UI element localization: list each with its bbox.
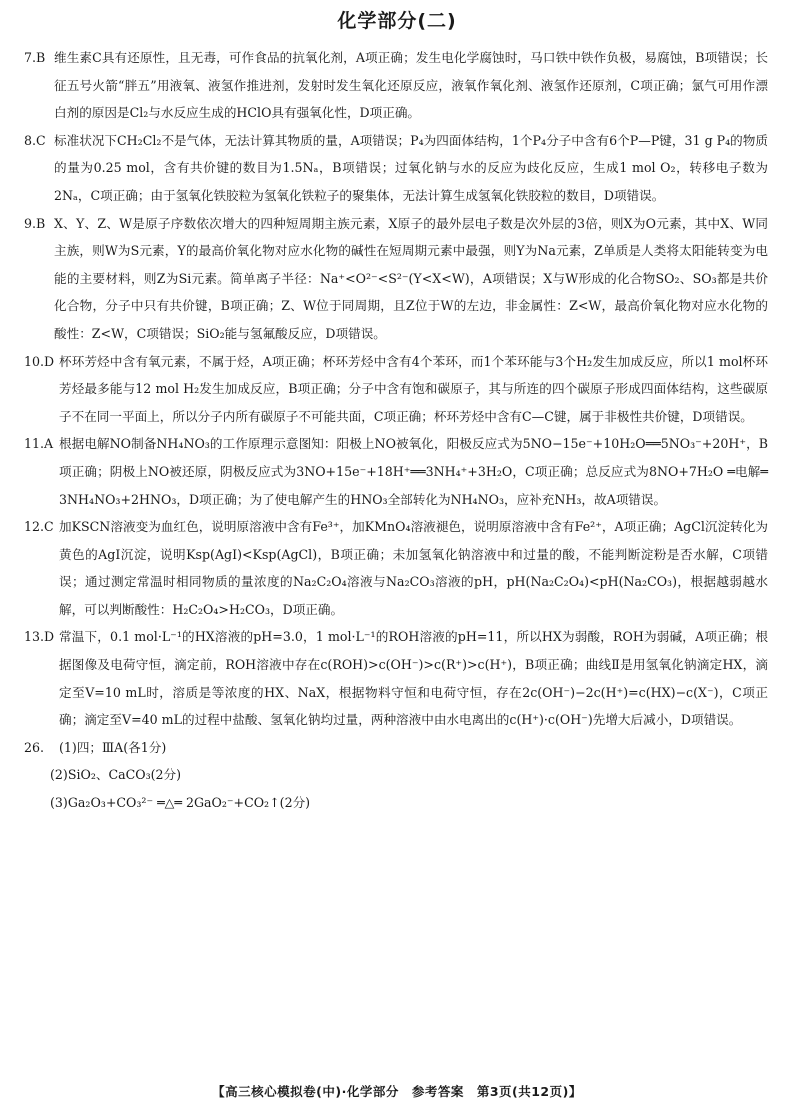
answer-item-12 xyxy=(24,513,768,623)
answer-explanation: 加KSCN溶液变为血红色，说明原溶液中含有Fe³⁺，加KMnO₄溶液褪色，说明原溶液中含有Fe²⁺，A项正确；AgCl沉淀转化为黄色的AgI沉淀，说明Ksp(AgI)<Ksp(AgCl)，B项正确；未加氢氧化钠溶液中和过量的酸，不能判断淀粉是否水解，C项错误；通过测定常温时相同物质的量浓度的Na₂C₂O₄溶液与Na₂CO₃溶液的pH，pH(Na₂C₂O₄)<pH(Na₂CO₃)，根据越弱越水解，可以判断酸性：H₂C₂O₄>H₂CO₃，D项正确。 xyxy=(59,519,768,617)
answer-item-10 xyxy=(24,348,768,431)
answer-explanation: 杯环芳烃中含有氧元素，不属于烃，A项正确；杯环芳烃中含有4个苯环，而1个苯环能与3个H₂发生加成反应，所以1 mol杯环芳烃最多能与12 mol H₂发生加成反应，B项正确；分子中含有饱和碳原子，其与所连的四个碳原子形成四面体结构，这些碳原子不在同一平面上，所以分子内所有碳原子不可能共面，C项正确；杯环芳烃中含有C—C键，属于非极性共价键，D项错误。 xyxy=(59,353,768,424)
answer-content xyxy=(24,44,768,817)
answer-item-26 xyxy=(24,734,768,762)
answer-item-7 xyxy=(24,44,768,127)
answer-item-8 xyxy=(24,127,768,210)
answer-explanation: 根据电解NO制备NH₄NO₃的工作原理示意图知：阳极上NO被氧化，阳极反应式为5NO−15e⁻+10H₂O══5NO₃⁻+20H⁺，B项正确；阴极上NO被还原，阴极反应式为3NO+15e⁻+18H⁺══3NH₄⁺+3H₂O，C项正确；总反应式为8NO+7H₂O ═电解═ 3NH₄NO₃+2HNO₃，D项正确；为了使电解产生的HNO₃全部转化为NH₄NO₃，应补充NH₃，故A项错误。 xyxy=(59,436,768,507)
answer-explanation: 标准状况下CH₂Cl₂不是气体，无法计算其物质的量，A项错误；P₄为四面体结构，1个P₄分子中含有6个P—P键，31 g P₄的物质的量为0.25 mol，含有共价键的数目为1.5Nₐ，B项错误；过氧化钠与水的反应为歧化反应，生成1 mol O₂，转移电子数为2Nₐ，C项正确；由于氢氧化铁胶粒为氢氧化铁粒子的聚集体，无法计算生成氢氧化铁胶粒的数目，D项错误。 xyxy=(54,132,768,203)
answer-explanation: X、Y、Z、W是原子序数依次增大的四种短周期主族元素，X原子的最外层电子数是次外层的3倍，则X为O元素，其中X、W同主族，则W为S元素，Y的最高价氧化物对应水化物的碱性在短周期元素中最强，则Y为Na元素，Z单质是人类将太阳能转变为电能的主要材料，则Z为Si元素。简单离子半径：Na⁺<O²⁻<S²⁻(Y<X<W)，A项错误；X与W形成的化合物SO₂、SO₃都是共价化合物，分子中只有共价键，B项正确；Z、W位于同周期，且Z位于W的左边，非金属性：Z<W，最高价氧化物对应水化物的酸性：Z<W，C项错误；SiO₂能与氢氟酸反应，D项错误。 xyxy=(54,215,768,341)
answer-explanation: 常温下，0.1 mol·L⁻¹的HX溶液的pH=3.0，1 mol·L⁻¹的ROH溶液的pH=11，所以HX为弱酸，ROH为弱碱，A项正确；根据图像及电荷守恒，滴定前，ROH溶液中存在c(ROH)>c(OH⁻)>c(R⁺)>c(H⁺)，B项正确；曲线Ⅱ是用氢氧化钠滴定HX，滴定至V=10 mL时，溶质是等浓度的HX、NaX，根据物料守恒和电荷守恒，存在2c(OH⁻)−2c(H⁺)=c(HX)−c(X⁻)，C项正确；滴定至V=40 mL的过程中盐酸、氢氧化钠均过量，两种溶液中由水电离出的c(H⁺)·c(OH⁻)先增大后减小，D项错误。 xyxy=(59,629,768,728)
answer-explanation: (1)四；ⅢA(各1分) xyxy=(59,739,167,755)
answer-number: 11.A xyxy=(24,436,54,452)
page-footer: 【高三核心模拟卷(中)·化学部分 参考答案 第3页(共12页)】 xyxy=(212,1084,582,1099)
answer-number: 10.D xyxy=(24,353,55,369)
answer-subpart-2: (2)SiO₂、CaCO₃(2分) xyxy=(50,767,182,783)
answer-number: 12.C xyxy=(24,519,54,535)
answer-number: 8.C xyxy=(24,132,46,148)
answer-explanation: 维生素C具有还原性，且无毒，可作食品的抗氧化剂，A项正确；发生电化学腐蚀时，马口铁中铁作负极，易腐蚀，B项错误；长征五号火箭“胖五”用液氧、液氢作推进剂，发射时发生氧化还原反应，液氧作氧化剂、液氢作还原剂，C项正确；氯气可用作漂白剂的原因是Cl₂与水反应生成的HClO具有强氧化性，D项正确。 xyxy=(54,50,768,121)
answer-number: 26. xyxy=(24,739,45,755)
answer-item-11 xyxy=(24,430,768,513)
answer-subpart-3: (3)Ga₂O₃+CO₃²⁻ ═△═ 2GaO₂⁻+CO₂↑(2分) xyxy=(50,795,311,811)
answer-number: 9.B xyxy=(24,215,46,231)
answer-item-13 xyxy=(24,623,768,733)
answer-number: 7.B xyxy=(24,50,46,65)
answer-number: 13.D xyxy=(24,629,55,645)
answer-item-9 xyxy=(24,210,768,348)
page-title: 化学部分(二) xyxy=(337,10,457,32)
